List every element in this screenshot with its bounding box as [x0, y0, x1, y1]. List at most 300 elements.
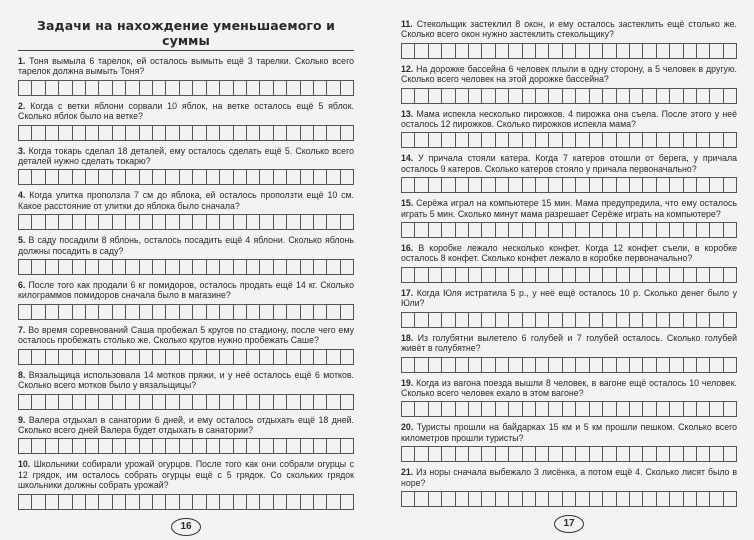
answer-cell[interactable] [260, 495, 273, 509]
answer-cell[interactable] [402, 268, 415, 282]
answer-cell[interactable] [603, 492, 616, 506]
answer-cell[interactable] [234, 170, 247, 184]
answer-cell[interactable] [657, 402, 670, 416]
answer-cell[interactable] [402, 223, 415, 237]
answer-cell[interactable] [643, 402, 656, 416]
answer-cell[interactable] [549, 447, 562, 461]
answer-cell[interactable] [456, 447, 469, 461]
answer-cell[interactable] [153, 260, 166, 274]
answer-cell[interactable] [86, 495, 99, 509]
answer-cell[interactable] [617, 268, 630, 282]
answer-cell[interactable] [86, 395, 99, 409]
answer-cell[interactable] [684, 313, 697, 327]
answer-cell[interactable] [415, 268, 428, 282]
answer-cell[interactable] [429, 268, 442, 282]
answer-cell[interactable] [576, 89, 589, 103]
answer-cell[interactable] [260, 439, 273, 453]
answer-cell[interactable] [126, 215, 139, 229]
answer-cell[interactable] [301, 439, 314, 453]
answer-cell[interactable] [576, 268, 589, 282]
answer-cell[interactable] [32, 126, 45, 140]
answer-cell[interactable] [327, 215, 340, 229]
answer-cell[interactable] [260, 126, 273, 140]
answer-cell[interactable] [19, 439, 32, 453]
answer-cell[interactable] [126, 495, 139, 509]
answer-cell[interactable] [234, 260, 247, 274]
answer-cell[interactable] [496, 447, 509, 461]
answer-cell[interactable] [46, 215, 59, 229]
answer-cell[interactable] [274, 81, 287, 95]
answer-cell[interactable] [710, 447, 723, 461]
answer-cell[interactable] [603, 44, 616, 58]
answer-cell[interactable] [630, 447, 643, 461]
answer-cell[interactable] [220, 81, 233, 95]
answer-cell[interactable] [113, 305, 126, 319]
answer-cell[interactable] [220, 495, 233, 509]
answer-cell[interactable] [657, 268, 670, 282]
answer-cell[interactable] [657, 89, 670, 103]
answer-cell[interactable] [670, 402, 683, 416]
answer-cell[interactable] [643, 44, 656, 58]
answer-cell[interactable] [456, 44, 469, 58]
answer-cell[interactable] [86, 350, 99, 364]
answer-cell[interactable] [697, 44, 710, 58]
answer-cell[interactable] [590, 133, 603, 147]
answer-cell[interactable] [710, 133, 723, 147]
answer-cell[interactable] [166, 81, 179, 95]
answer-cell[interactable] [630, 133, 643, 147]
answer-cell[interactable] [590, 492, 603, 506]
answer-cell[interactable] [590, 402, 603, 416]
answer-cell[interactable] [670, 133, 683, 147]
answer-cell[interactable] [442, 133, 455, 147]
answer-cell[interactable] [59, 439, 72, 453]
answer-cell[interactable] [509, 89, 522, 103]
answer-cell[interactable] [260, 170, 273, 184]
answer-cell[interactable] [657, 447, 670, 461]
answer-cell[interactable] [234, 305, 247, 319]
answer-cell[interactable] [287, 495, 300, 509]
answer-cell[interactable] [327, 81, 340, 95]
answer-cell[interactable] [234, 439, 247, 453]
answer-cell[interactable] [274, 170, 287, 184]
answer-cell[interactable] [429, 492, 442, 506]
answer-cell[interactable] [73, 495, 86, 509]
answer-cell[interactable] [442, 268, 455, 282]
answer-cell[interactable] [482, 89, 495, 103]
answer-cell[interactable] [207, 170, 220, 184]
answer-cell[interactable] [99, 350, 112, 364]
answer-cell[interactable] [724, 268, 737, 282]
answer-cell[interactable] [59, 350, 72, 364]
answer-cell[interactable] [99, 305, 112, 319]
answer-cell[interactable] [287, 170, 300, 184]
answer-cell[interactable] [153, 215, 166, 229]
answer-cell[interactable] [617, 133, 630, 147]
answer-cell[interactable] [32, 305, 45, 319]
answer-cell[interactable] [576, 447, 589, 461]
answer-cell[interactable] [536, 89, 549, 103]
answer-cell[interactable] [46, 439, 59, 453]
answer-cell[interactable] [274, 495, 287, 509]
answer-cell[interactable] [46, 305, 59, 319]
answer-cell[interactable] [469, 178, 482, 192]
answer-cell[interactable] [697, 313, 710, 327]
answer-cell[interactable] [643, 178, 656, 192]
answer-cell[interactable] [482, 447, 495, 461]
answer-cell[interactable] [99, 215, 112, 229]
answer-cell[interactable] [657, 44, 670, 58]
answer-cell[interactable] [429, 44, 442, 58]
answer-cell[interactable] [630, 268, 643, 282]
answer-cell[interactable] [341, 495, 354, 509]
answer-cell[interactable] [617, 492, 630, 506]
answer-cell[interactable] [509, 313, 522, 327]
answer-cell[interactable] [482, 44, 495, 58]
answer-cell[interactable] [126, 395, 139, 409]
answer-cell[interactable] [429, 223, 442, 237]
answer-cell[interactable] [442, 89, 455, 103]
answer-cell[interactable] [59, 495, 72, 509]
answer-cell[interactable] [617, 402, 630, 416]
answer-cell[interactable] [274, 439, 287, 453]
answer-cell[interactable] [442, 313, 455, 327]
answer-cell[interactable] [563, 492, 576, 506]
answer-cell[interactable] [469, 223, 482, 237]
answer-cell[interactable] [576, 223, 589, 237]
answer-cell[interactable] [563, 313, 576, 327]
answer-cell[interactable] [523, 313, 536, 327]
answer-cell[interactable] [523, 133, 536, 147]
answer-cell[interactable] [113, 395, 126, 409]
answer-cell[interactable] [563, 358, 576, 372]
answer-cell[interactable] [180, 305, 193, 319]
answer-cell[interactable] [59, 395, 72, 409]
answer-cell[interactable] [314, 305, 327, 319]
answer-cell[interactable] [140, 495, 153, 509]
answer-cell[interactable] [509, 268, 522, 282]
answer-cell[interactable] [469, 402, 482, 416]
answer-cell[interactable] [415, 223, 428, 237]
answer-cell[interactable] [509, 133, 522, 147]
answer-cell[interactable] [341, 439, 354, 453]
answer-cell[interactable] [247, 170, 260, 184]
answer-cell[interactable] [402, 313, 415, 327]
answer-cell[interactable] [402, 89, 415, 103]
answer-cell[interactable] [670, 89, 683, 103]
answer-cell[interactable] [415, 492, 428, 506]
answer-cell[interactable] [657, 313, 670, 327]
answer-cell[interactable] [442, 358, 455, 372]
answer-cell[interactable] [153, 305, 166, 319]
answer-cell[interactable] [166, 350, 179, 364]
answer-cell[interactable] [509, 44, 522, 58]
answer-cell[interactable] [402, 402, 415, 416]
answer-cell[interactable] [301, 260, 314, 274]
answer-cell[interactable] [140, 215, 153, 229]
answer-cell[interactable] [643, 313, 656, 327]
answer-cell[interactable] [643, 358, 656, 372]
answer-cell[interactable] [563, 447, 576, 461]
answer-cell[interactable] [482, 402, 495, 416]
answer-cell[interactable] [301, 215, 314, 229]
answer-cell[interactable] [341, 350, 354, 364]
answer-cell[interactable] [536, 178, 549, 192]
answer-cell[interactable] [73, 170, 86, 184]
answer-cell[interactable] [523, 358, 536, 372]
answer-cell[interactable] [260, 305, 273, 319]
answer-cell[interactable] [126, 260, 139, 274]
answer-cell[interactable] [549, 133, 562, 147]
answer-cell[interactable] [99, 495, 112, 509]
answer-cell[interactable] [59, 170, 72, 184]
answer-cell[interactable] [643, 89, 656, 103]
answer-cell[interactable] [59, 305, 72, 319]
answer-cell[interactable] [724, 402, 737, 416]
answer-cell[interactable] [193, 260, 206, 274]
answer-cell[interactable] [603, 313, 616, 327]
answer-cell[interactable] [549, 402, 562, 416]
answer-cell[interactable] [301, 305, 314, 319]
answer-cell[interactable] [19, 350, 32, 364]
answer-cell[interactable] [86, 81, 99, 95]
answer-cell[interactable] [32, 395, 45, 409]
answer-cell[interactable] [180, 170, 193, 184]
answer-cell[interactable] [617, 358, 630, 372]
answer-cell[interactable] [482, 313, 495, 327]
answer-cell[interactable] [576, 492, 589, 506]
answer-cell[interactable] [563, 133, 576, 147]
answer-cell[interactable] [287, 215, 300, 229]
answer-cell[interactable] [590, 447, 603, 461]
answer-cell[interactable] [193, 81, 206, 95]
answer-cell[interactable] [234, 81, 247, 95]
answer-cell[interactable] [482, 358, 495, 372]
answer-cell[interactable] [670, 447, 683, 461]
answer-cell[interactable] [670, 492, 683, 506]
answer-cell[interactable] [670, 268, 683, 282]
answer-cell[interactable] [126, 350, 139, 364]
answer-cell[interactable] [19, 305, 32, 319]
answer-cell[interactable] [113, 439, 126, 453]
answer-cell[interactable] [549, 44, 562, 58]
answer-cell[interactable] [603, 133, 616, 147]
answer-cell[interactable] [643, 223, 656, 237]
answer-cell[interactable] [549, 268, 562, 282]
answer-cell[interactable] [429, 313, 442, 327]
answer-cell[interactable] [415, 133, 428, 147]
answer-cell[interactable] [46, 350, 59, 364]
answer-cell[interactable] [643, 133, 656, 147]
answer-cell[interactable] [86, 439, 99, 453]
answer-cell[interactable] [509, 447, 522, 461]
answer-cell[interactable] [456, 133, 469, 147]
answer-cell[interactable] [260, 81, 273, 95]
answer-cell[interactable] [193, 170, 206, 184]
answer-cell[interactable] [180, 350, 193, 364]
answer-cell[interactable] [327, 439, 340, 453]
answer-cell[interactable] [314, 439, 327, 453]
answer-cell[interactable] [180, 215, 193, 229]
answer-cell[interactable] [603, 89, 616, 103]
answer-cell[interactable] [207, 260, 220, 274]
answer-cell[interactable] [166, 305, 179, 319]
answer-cell[interactable] [234, 126, 247, 140]
answer-cell[interactable] [99, 439, 112, 453]
answer-cell[interactable] [19, 395, 32, 409]
answer-cell[interactable] [724, 223, 737, 237]
answer-cell[interactable] [482, 133, 495, 147]
answer-cell[interactable] [509, 358, 522, 372]
answer-cell[interactable] [482, 178, 495, 192]
answer-cell[interactable] [724, 89, 737, 103]
answer-cell[interactable] [260, 395, 273, 409]
answer-cell[interactable] [684, 178, 697, 192]
answer-cell[interactable] [166, 170, 179, 184]
answer-cell[interactable] [166, 215, 179, 229]
answer-cell[interactable] [724, 313, 737, 327]
answer-cell[interactable] [536, 492, 549, 506]
answer-cell[interactable] [32, 439, 45, 453]
answer-cell[interactable] [207, 439, 220, 453]
answer-cell[interactable] [99, 81, 112, 95]
answer-cell[interactable] [402, 358, 415, 372]
answer-cell[interactable] [327, 170, 340, 184]
answer-cell[interactable] [563, 268, 576, 282]
answer-cell[interactable] [630, 223, 643, 237]
answer-cell[interactable] [32, 495, 45, 509]
answer-cell[interactable] [469, 313, 482, 327]
answer-cell[interactable] [684, 133, 697, 147]
answer-cell[interactable] [126, 439, 139, 453]
answer-cell[interactable] [46, 170, 59, 184]
answer-cell[interactable] [442, 447, 455, 461]
answer-cell[interactable] [523, 402, 536, 416]
answer-cell[interactable] [234, 495, 247, 509]
answer-cell[interactable] [73, 350, 86, 364]
answer-cell[interactable] [657, 223, 670, 237]
answer-cell[interactable] [73, 395, 86, 409]
answer-cell[interactable] [630, 358, 643, 372]
answer-cell[interactable] [19, 495, 32, 509]
answer-cell[interactable] [496, 402, 509, 416]
answer-cell[interactable] [576, 402, 589, 416]
answer-cell[interactable] [19, 215, 32, 229]
answer-cell[interactable] [207, 395, 220, 409]
answer-cell[interactable] [442, 402, 455, 416]
answer-cell[interactable] [126, 305, 139, 319]
answer-cell[interactable] [153, 81, 166, 95]
answer-cell[interactable] [180, 439, 193, 453]
answer-cell[interactable] [684, 223, 697, 237]
answer-cell[interactable] [247, 81, 260, 95]
answer-cell[interactable] [113, 260, 126, 274]
answer-cell[interactable] [724, 44, 737, 58]
answer-cell[interactable] [643, 447, 656, 461]
answer-cell[interactable] [496, 178, 509, 192]
answer-cell[interactable] [509, 402, 522, 416]
answer-cell[interactable] [153, 350, 166, 364]
answer-cell[interactable] [697, 492, 710, 506]
answer-cell[interactable] [710, 89, 723, 103]
answer-cell[interactable] [126, 81, 139, 95]
answer-cell[interactable] [59, 81, 72, 95]
answer-cell[interactable] [234, 215, 247, 229]
answer-cell[interactable] [32, 215, 45, 229]
answer-cell[interactable] [341, 260, 354, 274]
answer-cell[interactable] [630, 313, 643, 327]
answer-cell[interactable] [469, 133, 482, 147]
answer-cell[interactable] [46, 260, 59, 274]
answer-cell[interactable] [274, 126, 287, 140]
answer-cell[interactable] [429, 133, 442, 147]
answer-cell[interactable] [590, 178, 603, 192]
answer-cell[interactable] [415, 178, 428, 192]
answer-cell[interactable] [86, 215, 99, 229]
answer-cell[interactable] [287, 439, 300, 453]
answer-cell[interactable] [402, 178, 415, 192]
answer-cell[interactable] [590, 313, 603, 327]
answer-cell[interactable] [86, 260, 99, 274]
answer-cell[interactable] [140, 81, 153, 95]
answer-cell[interactable] [247, 215, 260, 229]
answer-cell[interactable] [576, 133, 589, 147]
answer-cell[interactable] [710, 268, 723, 282]
answer-cell[interactable] [549, 358, 562, 372]
answer-cell[interactable] [563, 223, 576, 237]
answer-cell[interactable] [341, 81, 354, 95]
answer-cell[interactable] [469, 44, 482, 58]
answer-cell[interactable] [73, 260, 86, 274]
answer-cell[interactable] [469, 89, 482, 103]
answer-cell[interactable] [46, 126, 59, 140]
answer-cell[interactable] [697, 402, 710, 416]
answer-cell[interactable] [86, 170, 99, 184]
answer-cell[interactable] [247, 439, 260, 453]
answer-cell[interactable] [193, 495, 206, 509]
answer-cell[interactable] [86, 126, 99, 140]
answer-cell[interactable] [220, 170, 233, 184]
answer-cell[interactable] [684, 447, 697, 461]
answer-cell[interactable] [456, 89, 469, 103]
answer-cell[interactable] [220, 350, 233, 364]
answer-cell[interactable] [563, 178, 576, 192]
answer-cell[interactable] [509, 492, 522, 506]
answer-cell[interactable] [523, 178, 536, 192]
answer-cell[interactable] [684, 89, 697, 103]
answer-cell[interactable] [341, 305, 354, 319]
answer-cell[interactable] [670, 44, 683, 58]
answer-cell[interactable] [469, 358, 482, 372]
answer-cell[interactable] [576, 178, 589, 192]
answer-cell[interactable] [314, 395, 327, 409]
answer-cell[interactable] [166, 260, 179, 274]
answer-cell[interactable] [536, 402, 549, 416]
answer-cell[interactable] [46, 81, 59, 95]
answer-cell[interactable] [341, 170, 354, 184]
answer-cell[interactable] [193, 305, 206, 319]
answer-cell[interactable] [429, 358, 442, 372]
answer-cell[interactable] [590, 223, 603, 237]
answer-cell[interactable] [536, 133, 549, 147]
answer-cell[interactable] [724, 178, 737, 192]
answer-cell[interactable] [536, 358, 549, 372]
answer-cell[interactable] [657, 492, 670, 506]
answer-cell[interactable] [482, 223, 495, 237]
answer-cell[interactable] [314, 81, 327, 95]
answer-cell[interactable] [630, 402, 643, 416]
answer-cell[interactable] [617, 313, 630, 327]
